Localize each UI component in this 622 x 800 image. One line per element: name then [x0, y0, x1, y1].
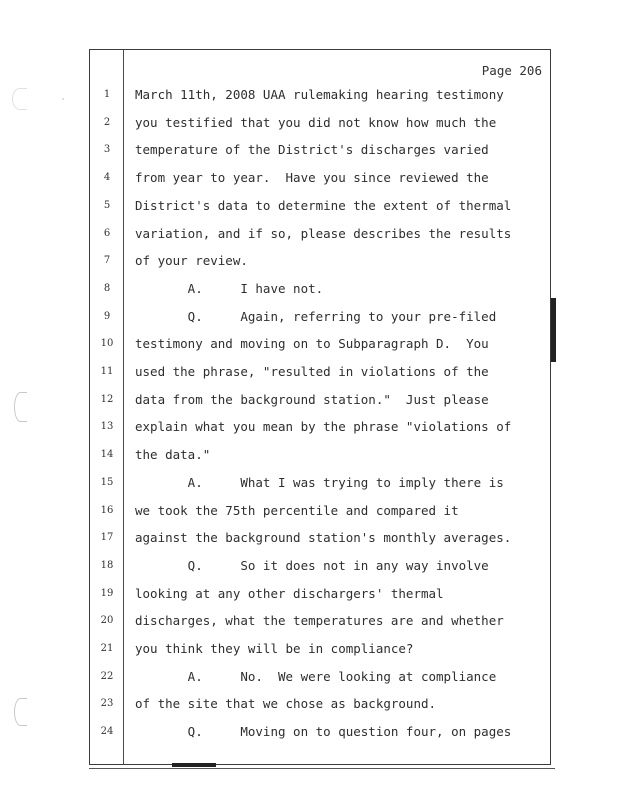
transcript-line: testimony and moving on to Subparagraph D. You	[135, 336, 489, 352]
line-number: 18	[100, 559, 114, 571]
line-number: 7	[103, 255, 111, 267]
line-number: 13	[100, 421, 114, 433]
line-number: 8	[103, 282, 111, 294]
line-number: 11	[100, 366, 114, 377]
bottom-rule	[89, 768, 555, 769]
transcript-line: against the background station's monthly averages.	[135, 530, 512, 546]
transcript-line: temperature of the District's discharges varied	[135, 142, 489, 158]
transcript-line: explain what you mean by the phrase "violations of	[135, 419, 512, 435]
transcript-line: the data."	[135, 447, 211, 463]
punch-hole-middle	[14, 392, 27, 422]
line-number: 1	[103, 89, 111, 100]
line-number: 20	[100, 615, 114, 627]
line-number: 9	[103, 310, 111, 322]
line-number: 5	[103, 199, 111, 211]
line-number: 21	[100, 643, 114, 654]
transcript-line: District's data to determine the extent of thermal	[135, 197, 512, 213]
transcript-line: we took the 75th percentile and compared it	[135, 502, 459, 518]
line-number: 16	[100, 504, 114, 516]
transcript-line: you think they will be in compliance?	[135, 641, 414, 656]
transcript-line: variation, and if so, please describes the results	[135, 225, 512, 241]
line-number: 3	[103, 144, 111, 156]
line-number: 17	[100, 532, 114, 544]
transcript-line: Q. So it does not in any way involve	[135, 557, 489, 573]
line-number: 23	[100, 698, 114, 710]
line-number: 4	[103, 172, 111, 184]
line-number: 14	[100, 449, 114, 461]
transcript-line: A. What I was trying to imply there is	[135, 474, 504, 490]
punch-hole-top	[12, 88, 27, 110]
transcript-line: Q. Moving on to question four, on pages	[135, 724, 512, 740]
transcript-line: from year to year. Have you since reviewed the	[135, 170, 489, 186]
scan-edge-mark	[551, 298, 556, 362]
scan-speck	[62, 98, 64, 100]
line-number: 2	[103, 116, 111, 128]
transcript-line: looking at any other dischargers' thermal	[135, 585, 444, 601]
bottom-edge-mark	[172, 763, 216, 767]
line-number: 24	[100, 726, 114, 738]
punch-hole-bottom	[14, 698, 27, 726]
line-number: 10	[100, 338, 114, 350]
transcript-line: of your review.	[135, 253, 248, 269]
transcript-line: discharges, what the temperatures are and whether	[135, 613, 504, 629]
line-number: 19	[100, 587, 114, 599]
line-number: 22	[100, 670, 114, 682]
transcript-line: of the site that we chose as background.	[135, 696, 437, 712]
transcript-line: you testified that you did not know how much the	[135, 114, 497, 130]
transcript-line: Q. Again, referring to your pre-filed	[135, 308, 497, 324]
transcript-line: March 11th, 2008 UAA rulemaking hearing testimony	[135, 87, 504, 102]
transcript-line: A. I have not.	[135, 280, 324, 296]
transcript-line: data from the background station." Just please	[135, 391, 489, 407]
transcript-line: used the phrase, "resulted in violations of the	[135, 364, 489, 379]
page-number: Page 206	[481, 63, 542, 78]
line-number: 12	[100, 393, 114, 405]
line-number: 6	[103, 227, 111, 239]
line-number: 15	[100, 476, 114, 488]
transcript-line: A. No. We were looking at compliance	[135, 668, 497, 684]
line-number-margin-rule	[123, 49, 124, 765]
